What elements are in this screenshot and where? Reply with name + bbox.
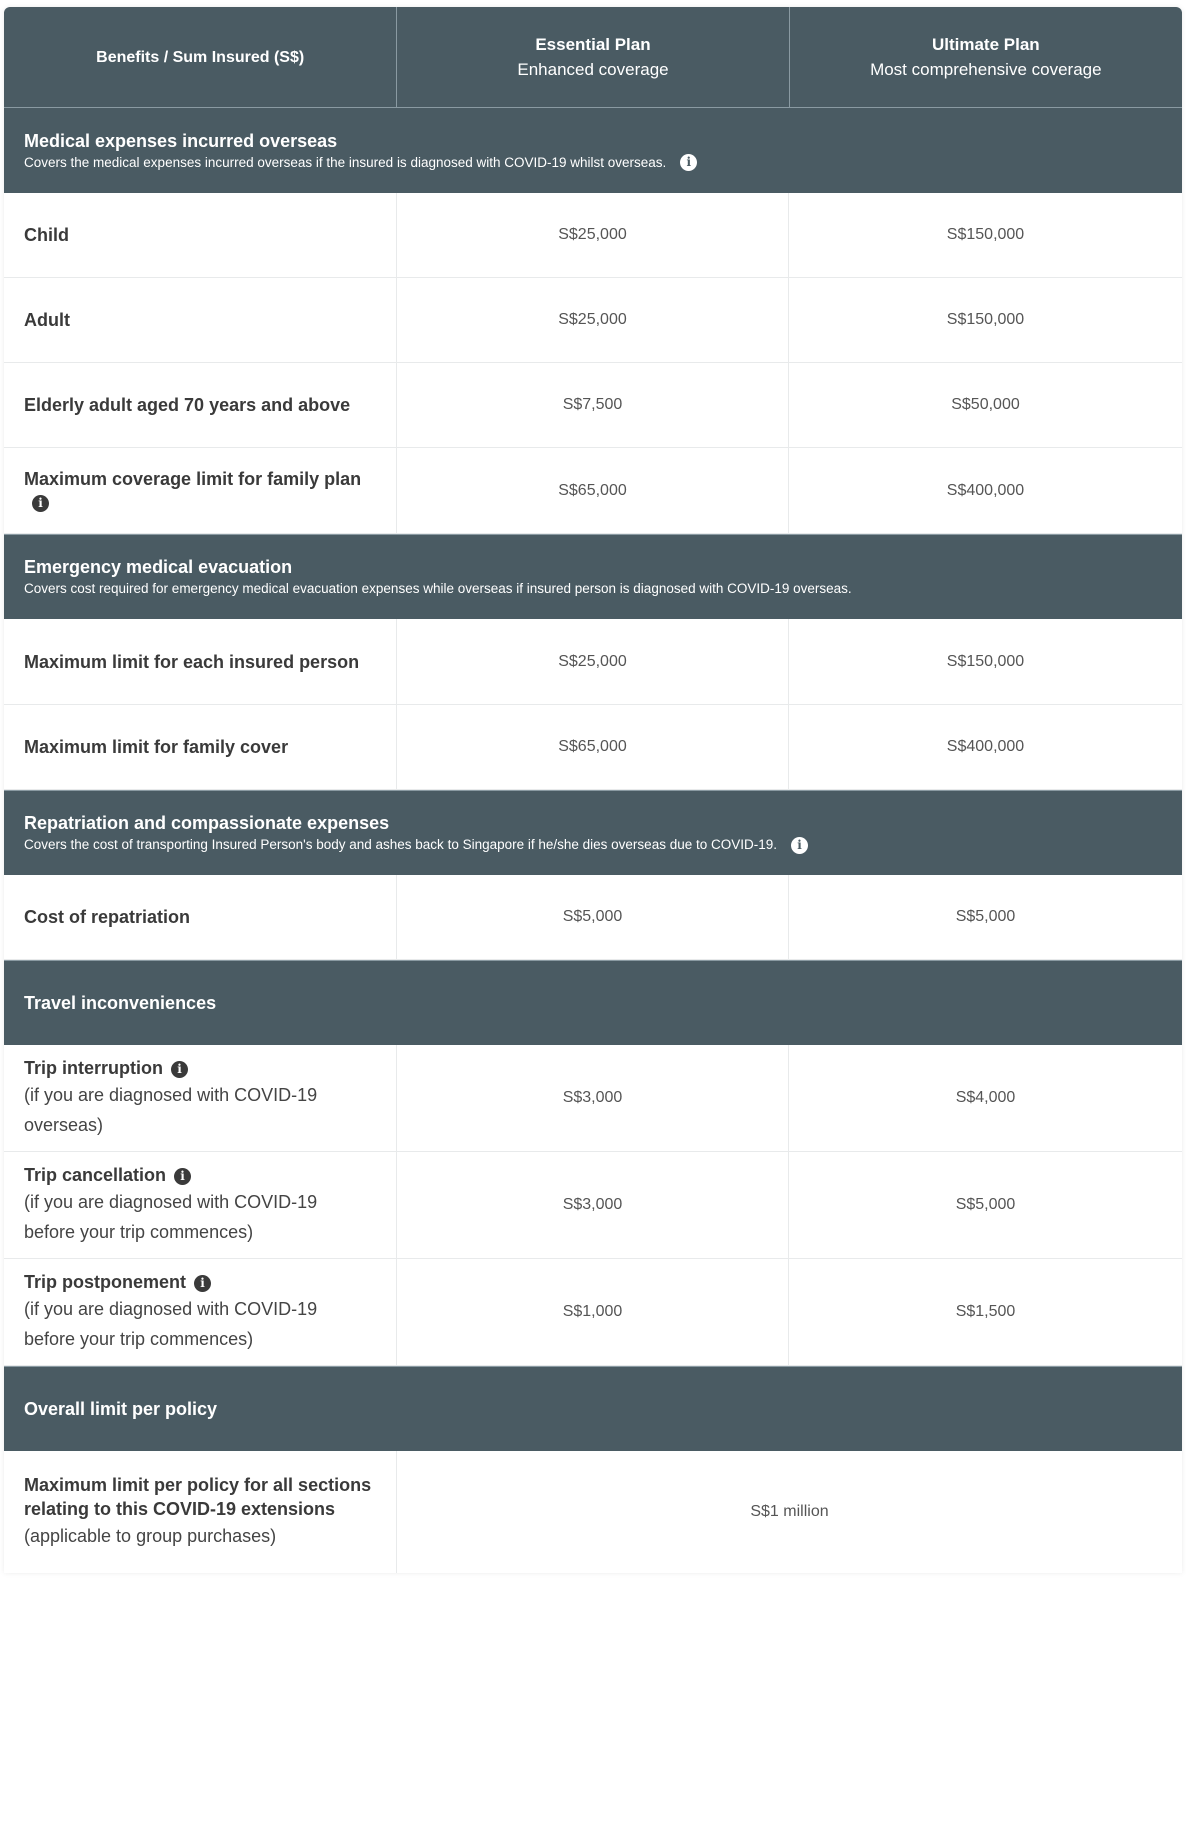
essential-value: S$25,000	[397, 278, 789, 362]
row-label	[4, 1451, 397, 1573]
essential-value: S$25,000	[397, 619, 789, 704]
row-label-wrap	[24, 1163, 317, 1247]
essential-value: S$25,000	[397, 193, 789, 277]
row-label	[4, 705, 397, 789]
section-title: Medical expenses incurred overseas	[24, 130, 338, 151]
info-icon[interactable]: i	[174, 1168, 191, 1185]
row-sublabel: (applicable to group purchases)	[24, 1526, 277, 1546]
table-row	[4, 1451, 1182, 1573]
essential-plan-desc: Enhanced coverage	[517, 60, 669, 79]
info-icon[interactable]: i	[680, 154, 697, 171]
section-overall	[4, 1366, 1182, 1451]
info-icon[interactable]: i	[32, 495, 49, 512]
row-label-wrap	[24, 1473, 376, 1551]
header-ultimate-plan	[790, 7, 1182, 107]
ultimate-value: S$4,000	[955, 1089, 1016, 1106]
row-sublabel: (if you are diagnosed with COVID-19	[24, 1085, 318, 1105]
ultimate-value: S$400,000	[946, 481, 1025, 499]
header-benefits	[4, 7, 397, 107]
section-title: Repatriation and compassionate expenses	[24, 813, 390, 833]
row-label-text: Trip cancellation	[24, 1165, 167, 1185]
row-label-wrap	[24, 467, 376, 515]
row-sublabel: (if you are diagnosed with COVID-19	[24, 1299, 318, 1319]
essential-plan-name: Essential Plan	[535, 35, 651, 54]
table-row	[4, 278, 1182, 363]
section-title: Overall limit per policy	[24, 1399, 218, 1419]
section-desc	[24, 579, 1182, 599]
table-row	[4, 875, 1182, 960]
row-label-text: Maximum limit per policy for all sections relating to this COVID-19 extensions	[24, 1475, 372, 1519]
row-label	[4, 448, 397, 533]
row-label-text: Maximum limit for each insured person	[24, 651, 360, 672]
row-label	[4, 363, 397, 447]
essential-value: S$5,000	[397, 875, 789, 959]
row-label-text: Trip interruption	[24, 1058, 163, 1078]
section-medical	[4, 107, 1182, 193]
row-label-text: Adult	[24, 310, 70, 330]
ultimate-plan-desc: Most comprehensive coverage	[870, 60, 1102, 79]
essential-value: S$3,000	[397, 1152, 789, 1258]
row-sublabel: overseas)	[24, 1115, 104, 1135]
row-label-text: Cost of repatriation	[24, 907, 191, 927]
overall-value: S$1 million	[750, 1503, 829, 1520]
essential-value: S$3,000	[397, 1045, 789, 1151]
row-label	[4, 619, 397, 704]
row-label-text: Elderly adult aged 70 years and above	[24, 395, 351, 415]
ultimate-value: S$1,500	[955, 1303, 1016, 1320]
essential-value: S$65,000	[397, 448, 789, 533]
section-desc-text: Covers cost required for emergency medical evacuation expenses while overseas if insured person is diagnosed with COVID-19 overseas.	[24, 581, 852, 596]
row-label	[4, 1045, 397, 1151]
ultimate-value: S$5,000	[955, 908, 1016, 925]
table-row	[4, 1152, 1182, 1259]
row-sublabel: before your trip commences)	[24, 1222, 254, 1242]
essential-value: S$1,000	[397, 1259, 789, 1365]
coverage-table	[4, 7, 1182, 1573]
table-row	[4, 1045, 1182, 1152]
row-label-wrap	[24, 1056, 317, 1140]
essential-value: S$65,000	[397, 705, 789, 789]
row-label	[4, 278, 397, 362]
table-row	[4, 448, 1182, 534]
ultimate-plan-name: Ultimate Plan	[931, 35, 1040, 54]
row-label-text: Trip postponement	[24, 1272, 186, 1292]
table-row	[4, 363, 1182, 448]
header-essential-plan	[397, 7, 789, 107]
table-row	[4, 705, 1182, 790]
ultimate-value: S$50,000	[951, 396, 1020, 413]
row-label	[4, 875, 397, 959]
row-sublabel: (if you are diagnosed with COVID-19	[24, 1192, 318, 1212]
row-label-text: Maximum coverage limit for family plan	[24, 468, 362, 489]
section-desc-text: Covers the medical expenses incurred overseas if the insured is diagnosed with COVID-19 whilst overseas.	[24, 154, 667, 170]
section-desc-text: Covers the cost of transporting Insured Person's body and ashes back to Singapore if he/she dies overseas due to COVID-19.	[24, 837, 778, 852]
section-desc	[24, 153, 1182, 173]
ultimate-value: S$150,000	[946, 652, 1025, 670]
section-title: Emergency medical evacuation	[24, 557, 293, 577]
ultimate-value: S$150,000	[946, 226, 1025, 243]
section-evacuation	[4, 534, 1182, 619]
row-label	[4, 1259, 397, 1365]
section-desc	[24, 835, 1182, 855]
info-icon[interactable]: i	[194, 1275, 211, 1292]
ultimate-value: S$5,000	[955, 1196, 1016, 1213]
row-sublabel: before your trip commences)	[24, 1329, 254, 1349]
table-row	[4, 193, 1182, 278]
section-travel	[4, 960, 1182, 1045]
header-benefits-label: Benefits / Sum Insured (S$)	[96, 48, 305, 66]
row-label-text: Child	[24, 225, 69, 245]
ultimate-value: S$150,000	[946, 311, 1025, 328]
table-header	[4, 7, 1182, 107]
table-row	[4, 1259, 1182, 1366]
table-row	[4, 619, 1182, 705]
row-label-text: Maximum limit for family cover	[24, 737, 289, 757]
essential-value: S$7,500	[397, 363, 789, 447]
ultimate-value: S$400,000	[946, 738, 1025, 755]
info-icon[interactable]: i	[171, 1061, 188, 1078]
section-title: Travel inconveniences	[24, 993, 217, 1013]
row-label-wrap	[24, 1270, 317, 1354]
section-repatriation	[4, 790, 1182, 875]
row-label	[4, 193, 397, 277]
row-label	[4, 1152, 397, 1258]
info-icon[interactable]: i	[791, 837, 808, 854]
